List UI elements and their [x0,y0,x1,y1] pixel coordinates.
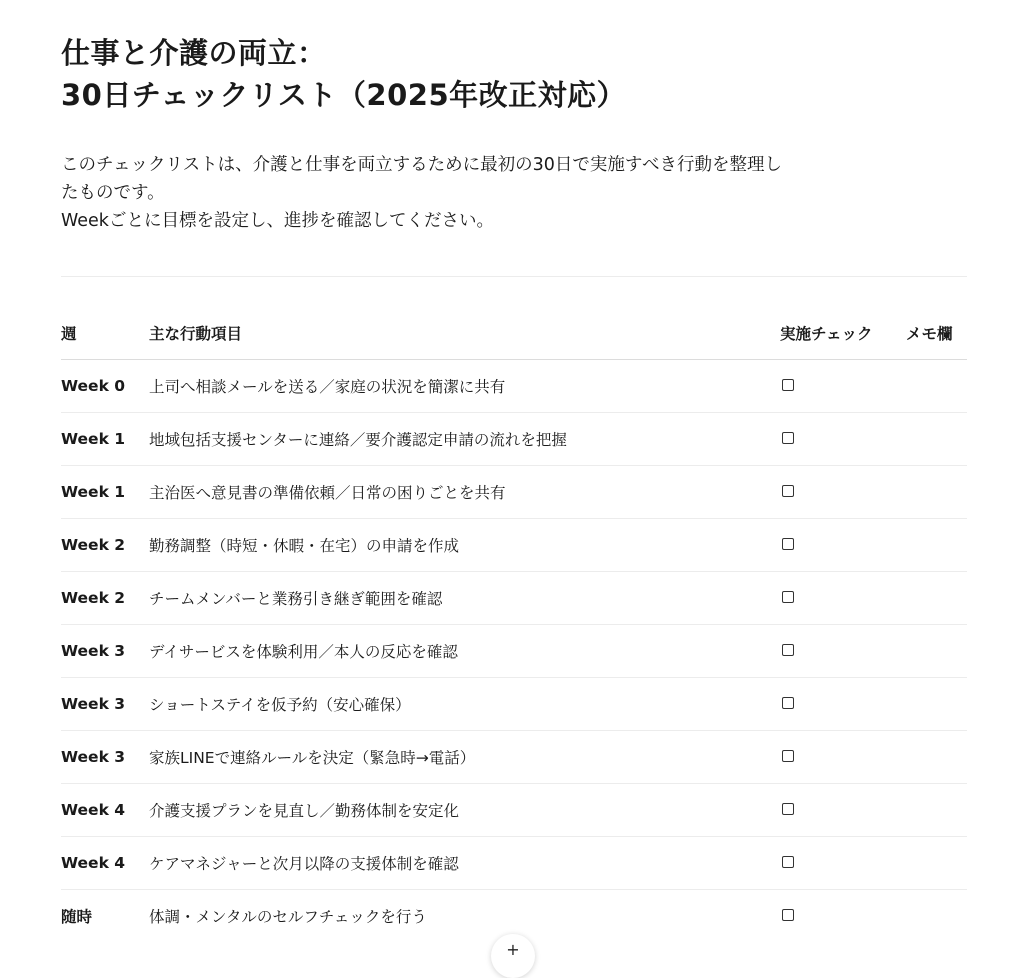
table-row [61,731,967,784]
row-week: Week 3 [61,695,126,713]
row-week: Week 3 [61,642,126,660]
checkbox[interactable] [782,485,794,497]
add-button[interactable] [491,934,535,978]
row-week: 随時 [61,908,93,926]
checkbox[interactable] [782,379,794,391]
header-memo: メモ欄 [906,325,953,343]
checkbox[interactable] [782,538,794,550]
row-action: 主治医へ意見書の準備依頼／日常の困りごとを共有 [149,484,506,502]
intro-line-3: Weekごとに目標を設定し、進捗を確認してください。 [61,211,494,231]
header-check: 実施チェック [780,325,873,343]
checkbox[interactable] [782,644,794,656]
plus-icon: + [506,940,520,959]
row-action: ショートステイを仮予約（安心確保） [149,696,411,714]
checkbox[interactable] [782,803,794,815]
table-row [61,625,967,678]
table-row [61,466,967,519]
row-check-cell [780,430,906,448]
row-week: Week 0 [61,377,126,395]
checkbox[interactable] [782,856,794,868]
row-week: Week 3 [61,748,126,766]
table-row [61,519,967,572]
checkbox[interactable] [782,909,794,921]
row-check-cell [780,854,906,872]
row-week: Week 4 [61,854,126,872]
row-check-cell [780,695,906,713]
row-action: チームメンバーと業務引き継ぎ範囲を確認 [149,590,443,608]
header-week: 週 [61,325,77,343]
page-title-line-1: 仕事と介護の両立： [61,36,327,70]
table-row [61,837,967,890]
checkbox[interactable] [782,432,794,444]
row-action: 家族LINEで連絡ルールを決定（緊急時→電話） [149,749,476,767]
page-title-line-2: 30日チェックリスト（2025年改正対応） [61,78,627,112]
intro-line-2: たものです。 [61,183,165,203]
row-check-cell [780,907,906,925]
checkbox[interactable] [782,591,794,603]
row-week: Week 1 [61,430,126,448]
section-divider [61,276,967,277]
table-row [61,572,967,625]
row-check-cell [780,801,906,819]
page-title [61,32,626,116]
intro-line-1: このチェックリストは、介護と仕事を両立するために最初の30日で実施すべき行動を整理し [61,155,783,175]
row-week: Week 1 [61,483,126,501]
checkbox[interactable] [782,750,794,762]
row-check-cell [780,642,906,660]
row-check-cell [780,589,906,607]
table-row [61,413,967,466]
row-action: ケアマネジャーと次月以降の支援体制を確認 [149,855,459,873]
checklist-table [61,307,967,942]
row-check-cell [780,536,906,554]
row-check-cell [780,377,906,395]
intro-paragraph [61,151,891,235]
checkbox[interactable] [782,697,794,709]
table-row [61,360,967,413]
row-action: 介護支援プランを見直し／勤務体制を安定化 [149,802,460,820]
row-action: 体調・メンタルのセルフチェックを行う [149,908,427,926]
row-week: Week 2 [61,589,126,607]
table-row [61,678,967,731]
row-week: Week 2 [61,536,126,554]
row-action: 地域包括支援センターに連絡／要介護認定申請の流れを把握 [149,431,567,449]
table-header-row [61,307,967,360]
row-action: 上司へ相談メールを送る／家庭の状況を簡潔に共有 [149,378,506,396]
row-check-cell [780,483,906,501]
table-body [61,360,967,942]
row-action: デイサービスを体験利用／本人の反応を確認 [149,643,458,661]
row-action: 勤務調整（時短・休暇・在宅）の申請を作成 [149,537,460,555]
row-week: Week 4 [61,801,126,819]
table-row [61,784,967,837]
header-action: 主な行動項目 [149,325,243,343]
row-check-cell [780,748,906,766]
